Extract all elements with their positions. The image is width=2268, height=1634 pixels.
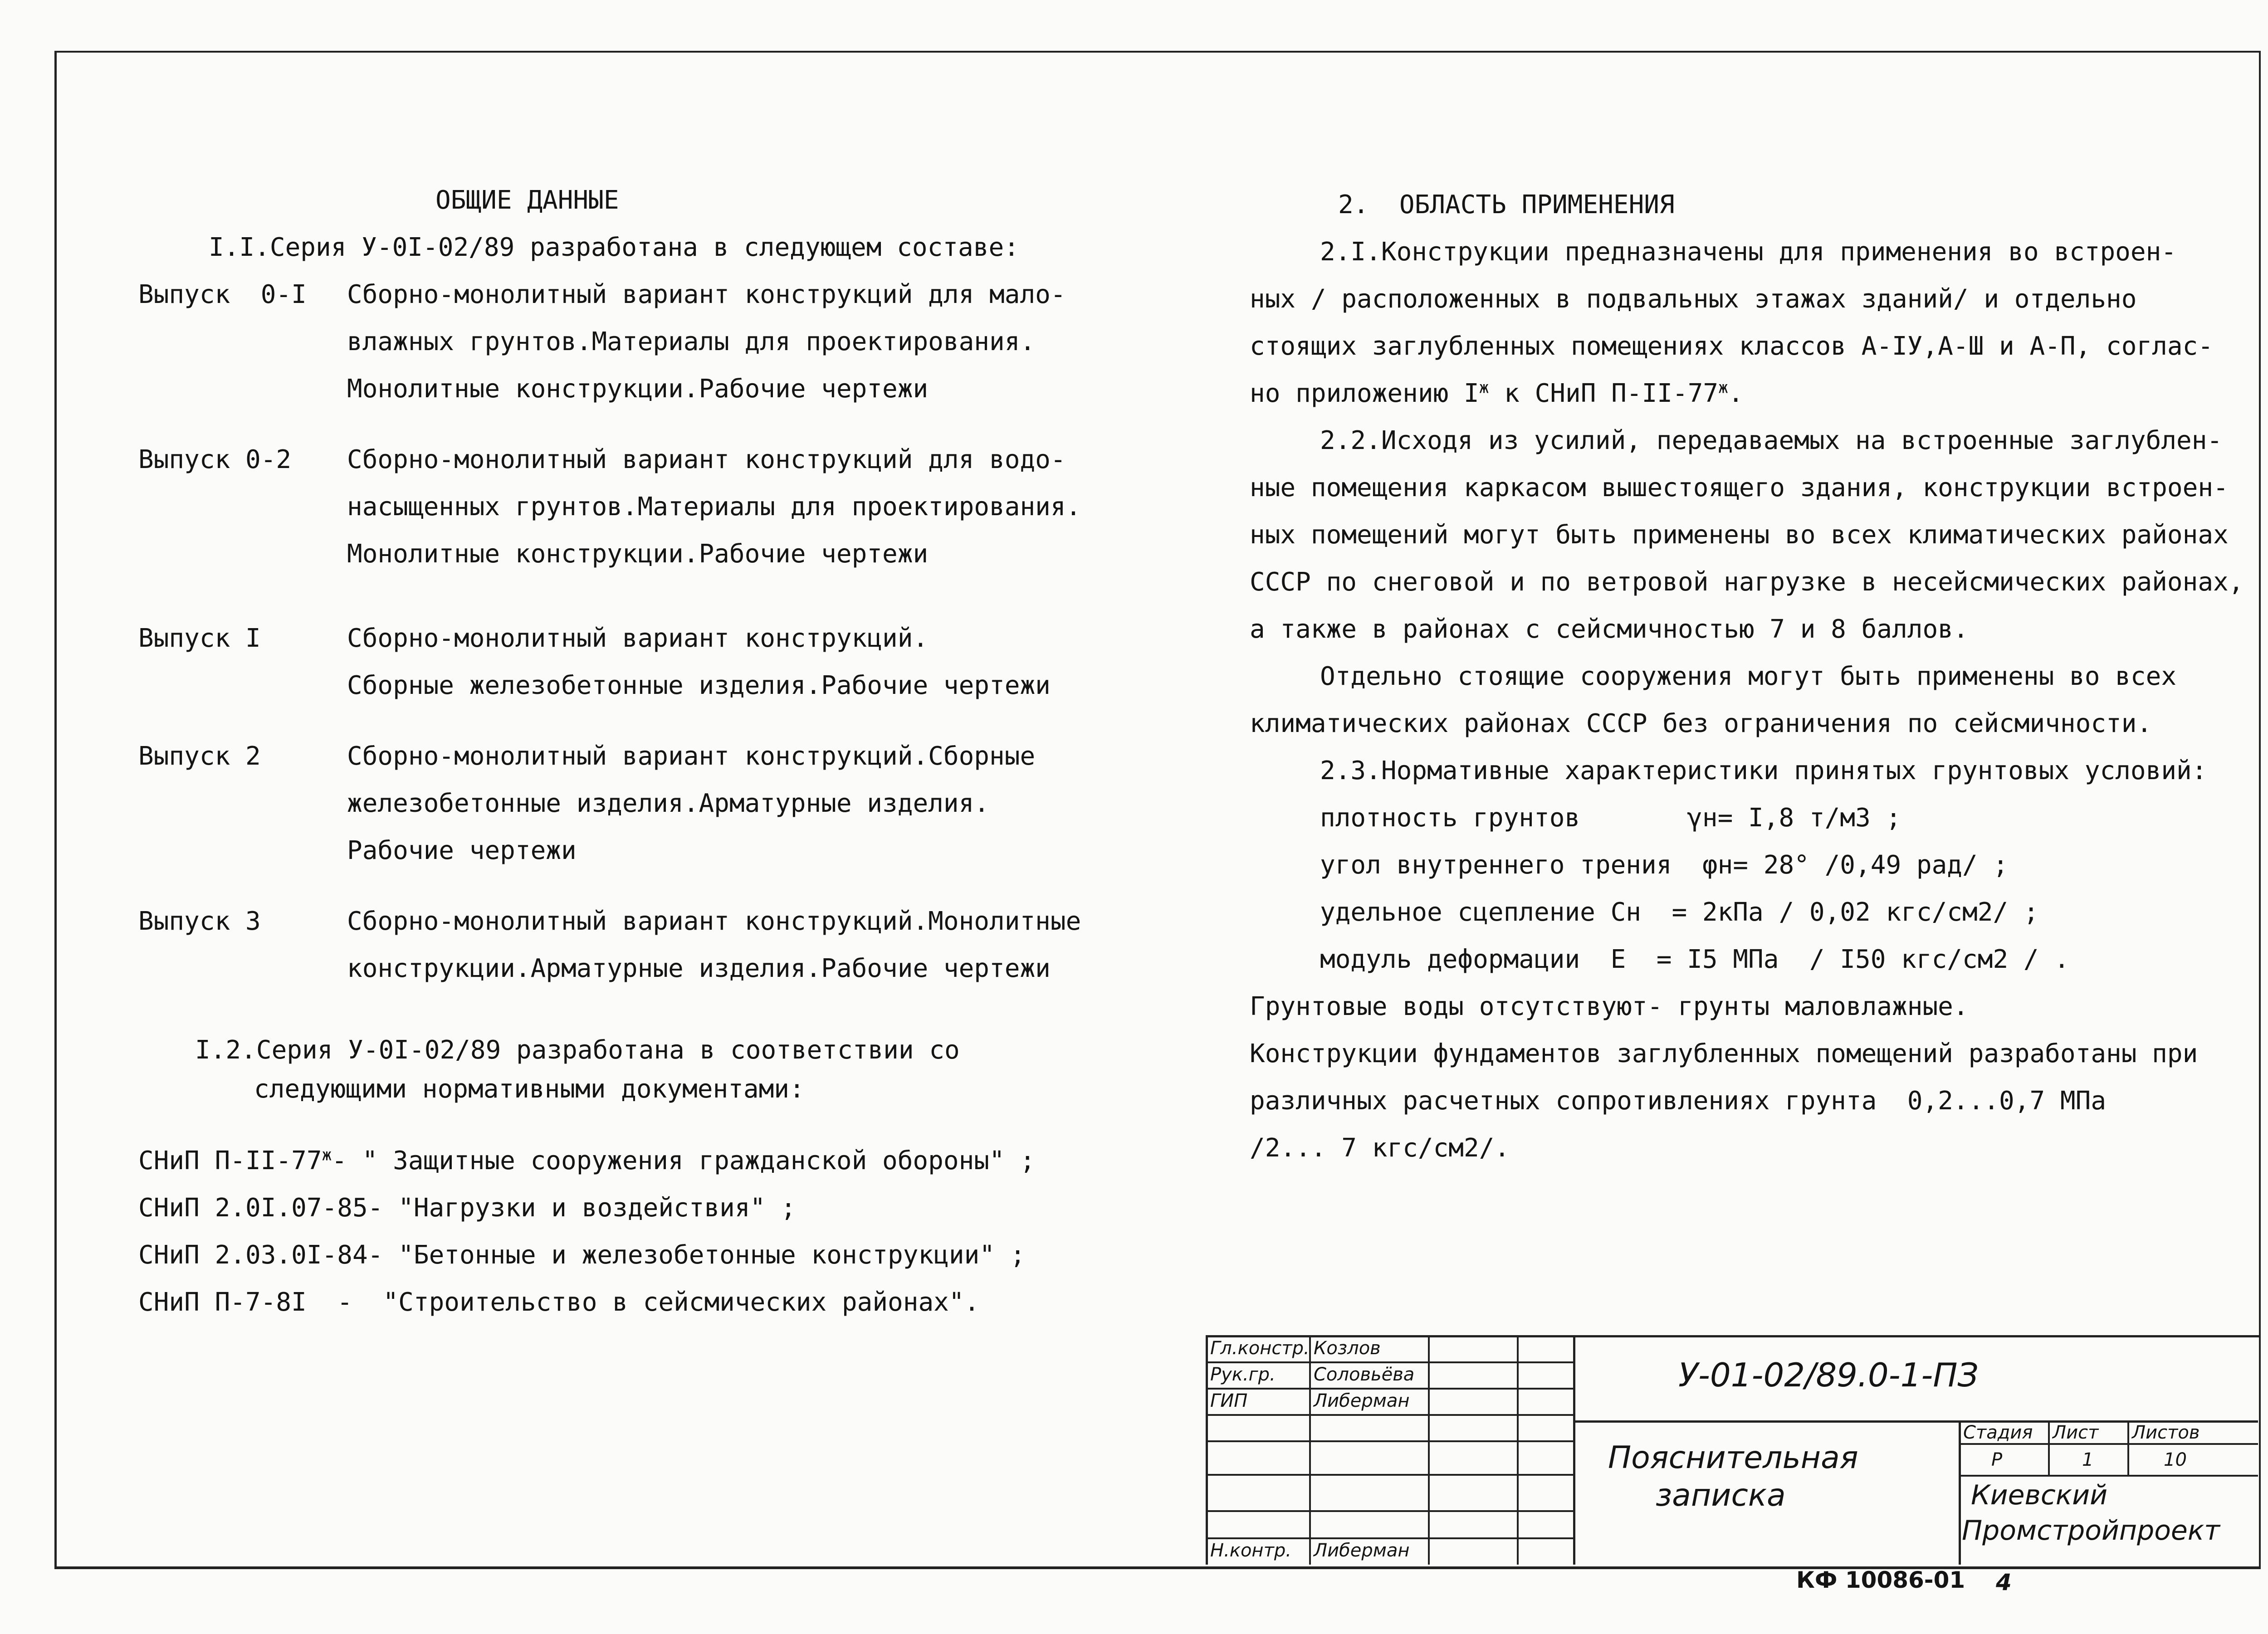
p21-line: ных / расположенных в подвальных этажах зданий/ и отдельно	[1250, 284, 2137, 314]
p22-line: 2.2.Исходя из усилий, передаваемых на встроенные заглублен-	[1320, 426, 2223, 455]
para2-line: следующими нормативными документами:	[254, 1074, 805, 1104]
sheets-label: Листов	[2132, 1422, 2200, 1443]
role-label: Гл.констр.	[1210, 1338, 1310, 1359]
name-label: Либерман	[1314, 1390, 1410, 1411]
para2-line: I.2.Серия У-0I-02/89 разработана в соответствии со	[195, 1035, 960, 1065]
role-label: Н.контр.	[1210, 1540, 1291, 1561]
p22-line: ных помещений могут быть применены во всех климатических районах	[1250, 520, 2229, 550]
organization: Киевский	[1971, 1479, 2108, 1511]
issue-label: Выпуск 0-2	[138, 445, 292, 474]
tail-line: /2... 7 кгс/см2/.	[1250, 1133, 1510, 1163]
tail-line: различных расчетных сопротивлениях грунта 0,2...0,7 МПа	[1250, 1086, 2107, 1116]
p22-line: СССР по снеговой и по ветровой нагрузке в несейсмических районах,	[1250, 567, 2244, 597]
issue-label: Выпуск I	[138, 624, 261, 653]
sheet-value: 1	[2082, 1449, 2094, 1470]
name-label: Соловьёва	[1314, 1364, 1415, 1385]
p22-line: а также в районах с сейсмичностью 7 и 8 баллов.	[1250, 615, 1969, 644]
prop-line: удельное сцепление Cн = 2кПа / 0,02 кгс/см2/ ;	[1320, 897, 2039, 927]
issue-line: Монолитные конструкции.Рабочие чертежи	[347, 539, 929, 569]
issue-label: Выпуск 3	[138, 907, 261, 936]
issue-line: Монолитные конструкции.Рабочие чертежи	[347, 374, 929, 404]
prop-line: угол внутреннего трения φн= 28° /0,49 рад/ ;	[1320, 850, 2009, 880]
name-label: Либерман	[1314, 1540, 1410, 1561]
p21-line: 2.I.Конструкции предназначены для применения во встроен-	[1320, 237, 2177, 267]
prop-line: модуль деформации E = I5 МПа / I50 кгс/см2 / .	[1320, 945, 2070, 974]
issue-line: Сборные железобетонные изделия.Рабочие чертежи	[347, 671, 1051, 700]
archive-code: КФ 10086-01	[1796, 1567, 1965, 1593]
prop-line: плотность грунтов γн= I,8 т/м3 ;	[1320, 803, 1901, 833]
issue-line: Сборно-монолитный вариант конструкций для мало-	[347, 280, 1066, 309]
sep-line: Отдельно стоящие сооружения могут быть применены во всех	[1320, 662, 2177, 691]
issue-line: Рабочие чертежи	[347, 836, 577, 865]
p21-line: но приложению $I^ж$ к СНиП $П-II-77^ж$.	[1250, 378, 1744, 408]
tail-line: Конструкции фундаментов заглубленных помещений разработаны при	[1250, 1039, 2198, 1068]
sep-line: климатических районах СССР без ограничения по сейсмичности.	[1250, 709, 2152, 738]
organization: Промстройпроект	[1962, 1515, 2220, 1546]
issue-line: насыщенных грунтов.Материалы для проектирования.	[347, 492, 1081, 522]
issue-line: Сборно-монолитный вариант конструкций.Монолитные	[347, 907, 1081, 936]
page-number: 4	[1996, 1569, 2012, 1595]
issue-label: Выпуск 2	[138, 741, 261, 771]
sheets-value: 10	[2164, 1449, 2187, 1470]
norm-line: СНиП 2.0I.07-85- "Нагрузки и воздействия" ;	[138, 1193, 796, 1223]
norm-line: СНиП 2.03.0I-84- "Бетонные и железобетонные конструкции" ;	[138, 1240, 1026, 1270]
right-heading: 2. ОБЛАСТЬ ПРИМЕНЕНИЯ	[1338, 190, 1675, 219]
issue-line: Сборно-монолитный вариант конструкций.	[347, 624, 929, 653]
norm-line: СНиП $П-II-77^ж-$ " Защитные сооружения гражданской обороны" ;	[138, 1146, 1036, 1176]
sheet-label: Лист	[2053, 1422, 2099, 1443]
stage-value: Р	[1991, 1449, 2003, 1470]
issue-label: Выпуск 0-I	[138, 280, 307, 309]
issue-line: влажных грунтов.Материалы для проектирования.	[347, 327, 1036, 356]
issue-line: Сборно-монолитный вариант конструкций для водо-	[347, 445, 1066, 474]
issue-line: Сборно-монолитный вариант конструкций.Сборные	[347, 741, 1036, 771]
p22-line: ные помещения каркасом вышестоящего здания, конструкции встроен-	[1250, 473, 2229, 502]
issue-line: железобетонные изделия.Арматурные изделия.	[347, 789, 990, 818]
tail-line: Грунтовые воды отсутствуют- грунты маловлажные.	[1250, 992, 1969, 1021]
role-label: Рук.гр.	[1210, 1364, 1276, 1385]
issue-line: конструкции.Арматурные изделия.Рабочие чертежи	[347, 954, 1051, 983]
stage-label: Стадия	[1963, 1422, 2033, 1443]
intro-line: I.I.Серия У-0I-02/89 разработана в следующем составе:	[209, 233, 1019, 262]
left-heading: ОБЩИЕ ДАННЫЕ	[435, 185, 619, 215]
name-label: Козлов	[1314, 1338, 1381, 1359]
p21-line: стоящих заглубленных помещениях классов А-IУ,А-Ш и А-П, соглас-	[1250, 332, 2214, 361]
p23-line: 2.3.Нормативные характеристики принятых грунтовых условий:	[1320, 756, 2207, 785]
document-title: записка	[1656, 1478, 1786, 1513]
document-title: Пояснительная	[1608, 1440, 1858, 1476]
role-label: ГИП	[1210, 1390, 1248, 1411]
document-code: У-01-02/89.0-1-ПЗ	[1678, 1356, 1979, 1394]
norm-line: СНиП П-7-8I - "Строительство в сейсмических районах".	[138, 1288, 980, 1317]
